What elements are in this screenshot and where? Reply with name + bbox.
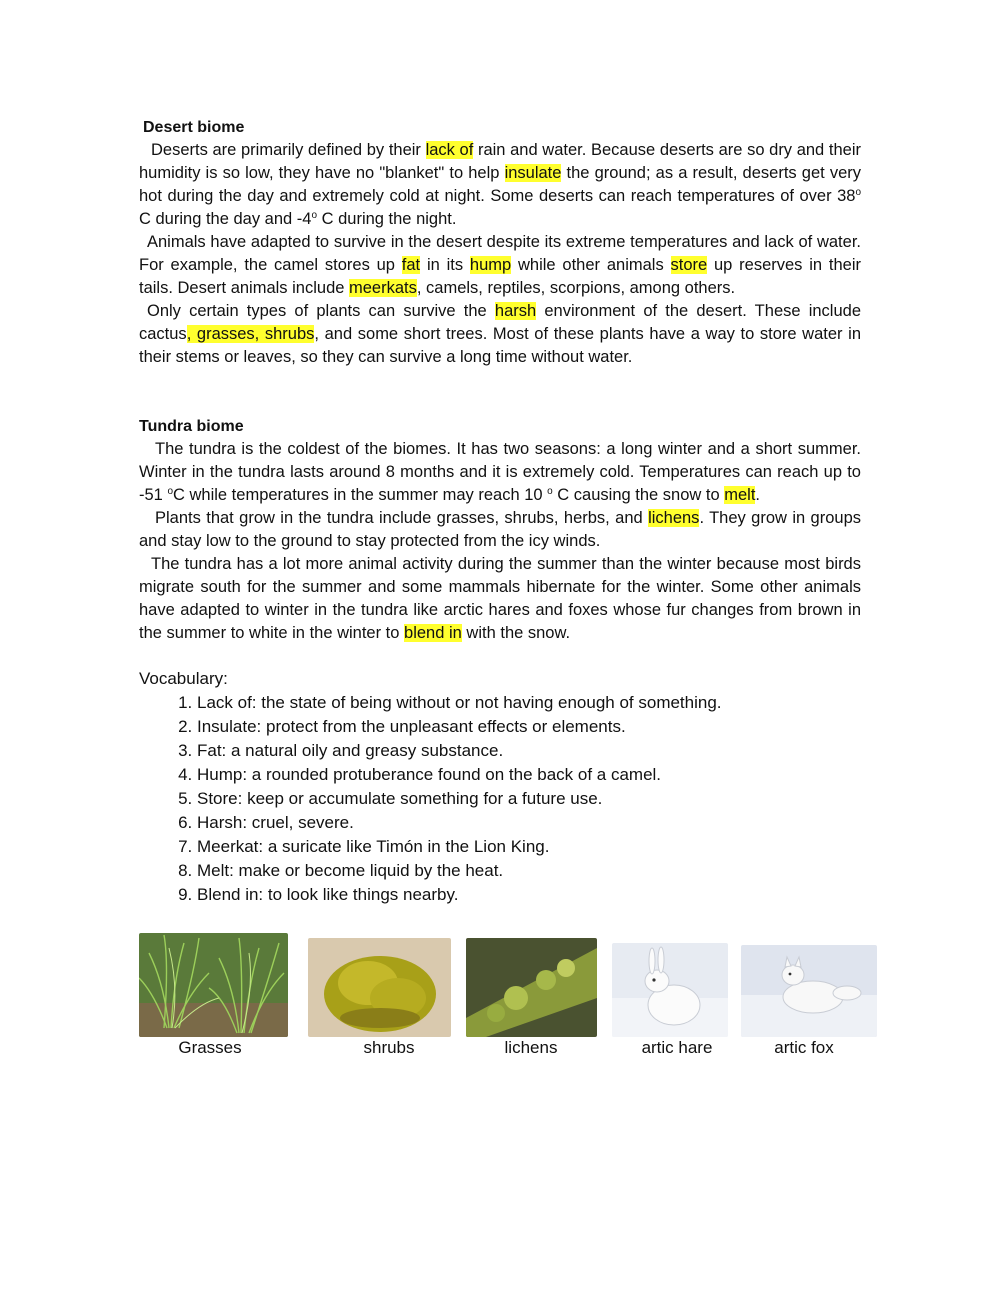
highlight-melt: melt xyxy=(724,486,756,504)
vocabulary-list xyxy=(139,691,861,907)
desert-paragraph-3: Only certain types of plants can survive the harsh environment of the desert. These include cactus, grasses, shrubs, and some short trees. Most of these plants have a way to store water in their stems or leaves, so they can survive a long time without water. xyxy=(139,302,862,366)
highlight-lack-of: lack of xyxy=(425,141,474,159)
artic-fox-image xyxy=(741,945,877,1037)
vocabulary-item: 3. Fat: a natural oily and greasy substance. xyxy=(197,739,861,763)
highlight-harsh: harsh xyxy=(494,302,537,320)
shrubs-caption: shrubs xyxy=(363,1038,415,1057)
highlight-blend-in: blend in xyxy=(404,624,462,642)
lichens-caption: lichens xyxy=(504,1038,558,1057)
shrubs-image xyxy=(308,938,451,1037)
tundra-paragraph-3: The tundra has a lot more animal activity during the summer than the winter because most birds migrate south for the summer and some mammals hibernate for the winter. Some other animals have adapted to winter in the tundra like arctic hares and foxes whose fur changes from brown in the summer to white in the winter to blend in with the snow. xyxy=(139,555,861,642)
vocabulary-item: 5. Store: keep or accumulate something for a future use. xyxy=(197,787,861,811)
highlight-lichens: lichens xyxy=(648,509,700,527)
highlight-hump: hump xyxy=(469,256,512,274)
grasses-image xyxy=(139,933,288,1037)
vocabulary-item: 9. Blend in: to look like things nearby. xyxy=(197,883,861,907)
artic-hare-caption: artic hare xyxy=(641,1038,713,1057)
tundra-paragraph-2: Plants that grow in the tundra include grasses, shrubs, herbs, and lichens. They grow in groups and stay low to the ground to stay protected from the icy winds. xyxy=(139,509,861,550)
highlight-grasses-shrubs: , grasses, shrubs xyxy=(186,325,315,343)
vocabulary-item: 7. Meerkat: a suricate like Timón in the Lion King. xyxy=(197,835,861,859)
document-body xyxy=(139,116,861,907)
vocabulary-item: 4. Hump: a rounded protuberance found on the back of a camel. xyxy=(197,763,861,787)
highlight-meerkats: meerkats xyxy=(349,279,417,297)
desert-paragraph-1: Deserts are primarily defined by their lack of rain and water. Because deserts are so dry and their humidity is so low, they have no "blanket" to help insulate the ground; as a result, deserts get very hot during the day and extremely cold at night. Some deserts can reach temperatures of over 38$^o$ C during the day and -4$^o$ C during the night. xyxy=(139,141,861,228)
vocabulary-item: 2. Insulate: protect from the unpleasant effects or elements. xyxy=(197,715,861,739)
image-gallery xyxy=(139,930,879,1070)
artic-fox-caption: artic fox xyxy=(774,1038,834,1057)
vocabulary-item: 1. Lack of: the state of being without or not having enough of something. xyxy=(197,691,861,715)
tundra-paragraph-1: The tundra is the coldest of the biomes. It has two seasons: a long winter and a short summer. Winter in the tundra lasts around 8 months and it is extremely cold. Temperatures can reach up to -51 $^o$C while temperatures in the summer may reach 10 $^o$ C causing the snow to melt. xyxy=(139,440,861,504)
lichens-image xyxy=(466,938,597,1037)
tundra-heading: Tundra biome xyxy=(139,418,244,435)
vocabulary-item: 8. Melt: make or become liquid by the heat. xyxy=(197,859,861,883)
highlight-insulate: insulate xyxy=(504,164,562,182)
vocabulary-item: 6. Harsh: cruel, severe. xyxy=(197,811,861,835)
grasses-caption: Grasses xyxy=(178,1038,242,1057)
desert-heading: Desert biome xyxy=(143,119,245,136)
highlight-store: store xyxy=(670,256,708,274)
artic-hare-image xyxy=(612,943,728,1037)
highlight-fat: fat xyxy=(401,256,421,274)
vocabulary-title: Vocabulary: xyxy=(139,669,228,688)
desert-paragraph-2: Animals have adapted to survive in the desert despite its extreme temperatures and lack of water. For example, the camel stores up fat in its hump while other animals store up reserves in their tails. Desert animals include meerkats, camels, reptiles, scorpions, among others. xyxy=(139,233,861,297)
